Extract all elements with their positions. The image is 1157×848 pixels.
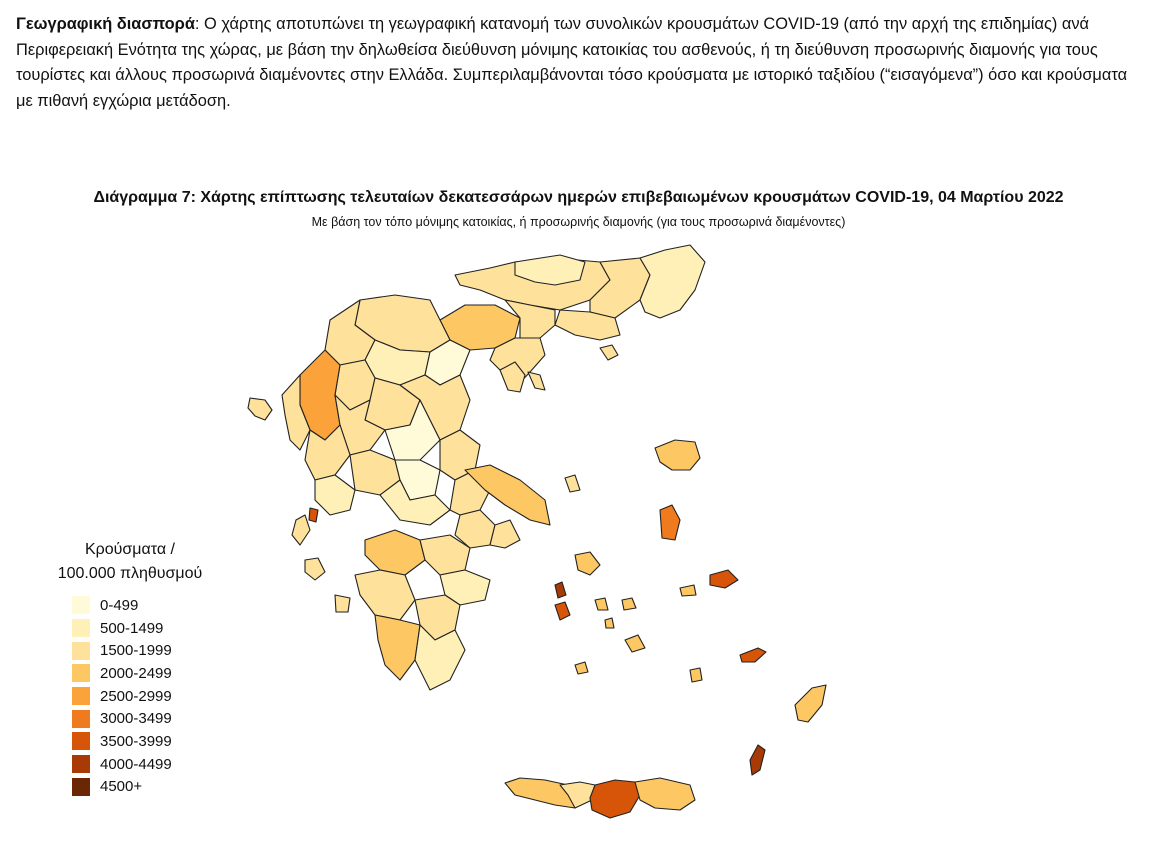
map-region <box>680 585 696 596</box>
legend-item <box>40 753 240 776</box>
map-region <box>635 778 695 810</box>
map-region <box>555 582 566 598</box>
legend-item <box>40 730 240 753</box>
map-region <box>595 598 608 610</box>
map-region <box>565 475 580 492</box>
legend <box>40 538 240 798</box>
legend-label: 3000-3499 <box>100 710 172 728</box>
map-region <box>335 595 350 612</box>
legend-item <box>40 662 240 685</box>
legend-item <box>40 685 240 708</box>
map-region <box>660 505 680 540</box>
legend-item <box>40 776 240 799</box>
map-region <box>365 530 425 575</box>
legend-swatch <box>72 642 90 660</box>
map-region <box>305 558 325 580</box>
legend-label: 1500-1999 <box>100 642 172 660</box>
legend-items <box>40 594 240 798</box>
legend-title <box>40 538 220 586</box>
map-region <box>710 570 738 588</box>
legend-swatch <box>72 778 90 796</box>
map-region <box>575 662 588 674</box>
map-region <box>600 345 618 360</box>
map-region <box>740 648 766 662</box>
map-region <box>590 780 640 818</box>
legend-label: 500-1499 <box>100 619 164 637</box>
map-region <box>622 598 636 610</box>
map-title: Διάγραμμα 7: Χάρτης επίπτωσης τελευταίων δεκατεσσάρων ημερών επιβεβαιωμένων κρουσμάτων COVID-19, 04 Μαρτίου 2022 <box>93 189 1064 206</box>
legend-label: 4500+ <box>100 778 143 796</box>
map-region <box>315 475 355 515</box>
map-region <box>640 245 705 318</box>
intro-text: : Ο χάρτης αποτυπώνει τη γεωγραφική κατανομή των συνολικών κρουσμάτων COVID-19 (από την αρχή της επιδημίας) ανά Περιφερειακή Ενότητα της χώρας, με βάση την δηλωθείσα διεύθυνση μόνιμης κατοικίας του ασθενούς, ή τη διεύθυνση προσωρινής διαμονής για τους τουρίστες και άλλους προσωρινά διαμένοντες στην Ελλάδα. Συμπεριλαμβάνονται τόσο κρούσματα με ιστορικό ταξιδίου (“εισαγόμενα”) όσο και κρούσματα με πιθανή εγχώρια μετάδοση. <box>16 15 1128 110</box>
legend-item <box>40 594 240 617</box>
legend-swatch <box>72 732 90 750</box>
map-region <box>605 618 614 628</box>
map-region <box>655 440 700 470</box>
legend-swatch <box>72 619 90 637</box>
legend-swatch <box>72 687 90 705</box>
intro-label: Γεωγραφική διασπορά <box>16 15 195 33</box>
legend-swatch <box>72 755 90 773</box>
legend-title-line2: 100.000 πληθυσμού <box>57 565 203 582</box>
map-region <box>309 508 318 522</box>
legend-swatch <box>72 710 90 728</box>
map-region <box>248 398 272 420</box>
legend-item <box>40 707 240 730</box>
map-region <box>355 570 415 620</box>
map-region <box>575 552 600 575</box>
map-region <box>795 685 826 722</box>
legend-item <box>40 617 240 640</box>
legend-label: 3500-3999 <box>100 732 172 750</box>
map-region <box>750 745 765 775</box>
legend-swatch <box>72 664 90 682</box>
map-region <box>625 635 645 652</box>
legend-label: 2000-2499 <box>100 664 172 682</box>
map-region <box>690 668 702 682</box>
map-region <box>375 615 420 680</box>
legend-label: 0-499 <box>100 596 139 614</box>
legend-item <box>40 639 240 662</box>
intro-paragraph <box>16 12 1144 114</box>
map-region <box>555 602 570 620</box>
map-region <box>292 515 310 545</box>
legend-swatch <box>72 596 90 614</box>
legend-title-line1: Κρούσματα / <box>85 541 175 558</box>
legend-label: 2500-2999 <box>100 687 172 705</box>
map-subtitle: Με βάση τον τόπο μόνιμης κατοικίας, ή προσωρινής διαμονής (για τους προσωρινά διαμένοντες) <box>311 215 846 229</box>
map-region <box>528 372 545 390</box>
legend-label: 4000-4499 <box>100 755 172 773</box>
